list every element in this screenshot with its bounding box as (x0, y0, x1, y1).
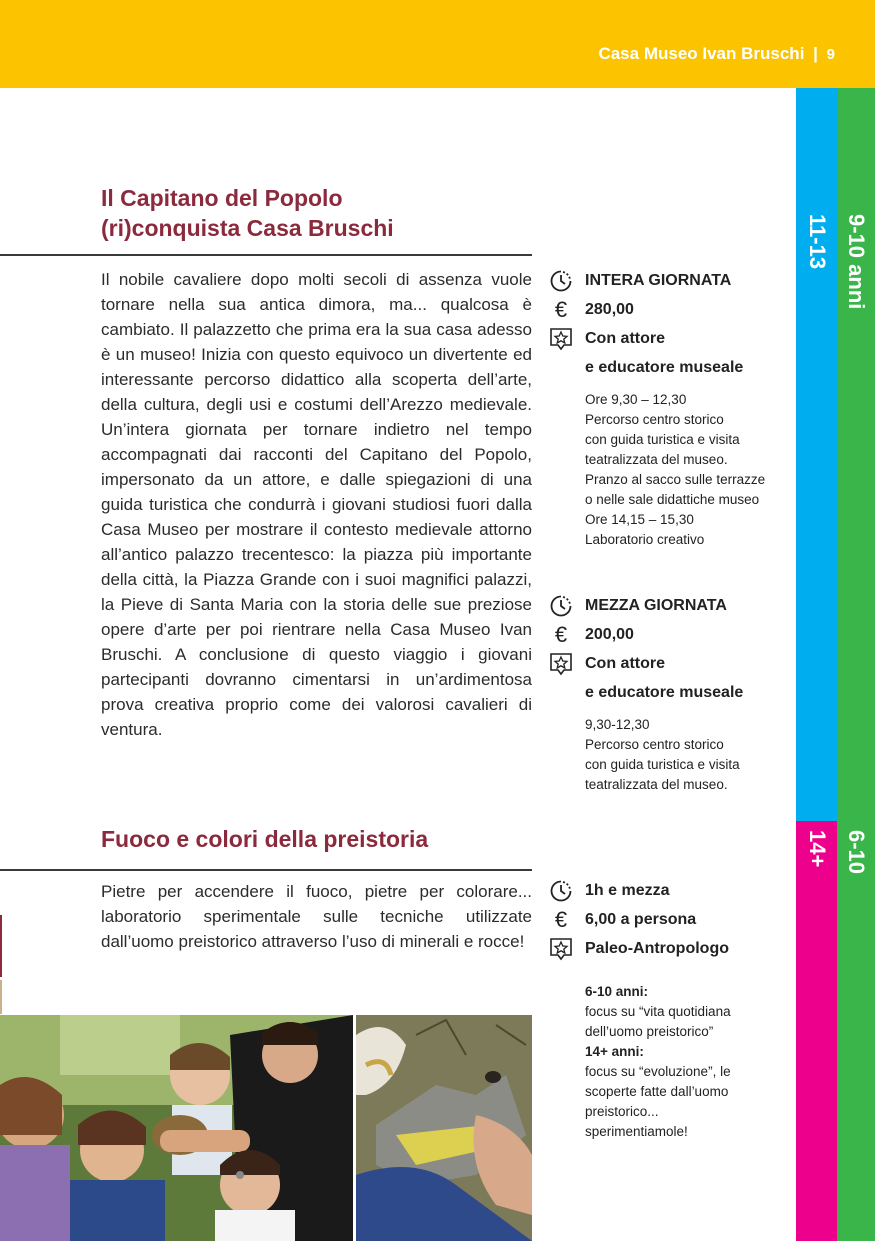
staff-row-continued (548, 678, 788, 707)
detail-line: Laboratorio creativo (585, 532, 705, 547)
staff-text-line1: Con attore (585, 329, 665, 347)
detail-line: Percorso centro storico (585, 737, 724, 752)
detail-line: Ore 9,30 – 12,30 (585, 392, 687, 407)
option1-details (585, 390, 788, 550)
option2-details (585, 715, 788, 795)
age-strip-magenta (796, 821, 837, 1241)
duration-text: MEZZA GIORNATA (585, 596, 727, 614)
detail-line: con guida turistica e visita (585, 432, 740, 447)
staff-text: Paleo-Antropologo (585, 939, 729, 957)
duration-row (548, 266, 788, 295)
detail-line: sperimentiamole! (585, 1124, 688, 1139)
running-head (598, 44, 835, 64)
separator: | (813, 44, 818, 63)
section1-rule (0, 254, 532, 256)
section2-info (548, 876, 788, 1142)
section1-title (101, 183, 394, 243)
clock-icon (548, 593, 574, 619)
detail-line: con guida turistica e visita (585, 757, 740, 772)
running-title: Casa Museo Ivan Bruschi (598, 44, 805, 63)
section1-title-line1: Il Capitano del Popolo (101, 185, 343, 211)
price-row (548, 295, 788, 324)
detail-line: teatralizzata del museo. (585, 452, 728, 467)
section2-rule (0, 869, 532, 871)
page-number: 9 (826, 46, 835, 63)
staff-text-line1: Con attore (585, 654, 665, 672)
photo-children-workshop (0, 1015, 353, 1241)
section2-body: Pietre per accendere il fuoco, pietre per colorare... laboratorio sperimentale sulle tecniche utilizzate dall’uomo preistorico attraverso l’uso di minerali e rocce! (101, 882, 532, 951)
detail-line: o nelle sale didattiche museo (585, 492, 760, 507)
detail-line: 14+ anni: (585, 1044, 644, 1059)
detail-line: teatralizzata del museo. (585, 777, 728, 792)
staff-text-line2: e educatore museale (585, 683, 744, 701)
duration-row (548, 876, 788, 905)
euro-icon: € (554, 296, 568, 322)
staff-text-line2: e educatore museale (585, 358, 744, 376)
header-bar (0, 0, 875, 88)
duration-text: 1h e mezza (585, 881, 670, 899)
euro-icon: € (554, 906, 568, 932)
price-text: 6,00 a persona (585, 910, 697, 928)
section1-option1 (548, 266, 788, 550)
detail-line: scoperte fatte dall’uomo (585, 1084, 729, 1099)
detail-line: Percorso centro storico (585, 412, 724, 427)
age-label-6-10: 6-10 (844, 830, 869, 875)
detail-line: focus su “evoluzione”, le (585, 1064, 731, 1079)
duration-text: INTERA GIORNATA (585, 271, 732, 289)
staff-row-continued (548, 353, 788, 382)
section1-option2 (548, 591, 788, 795)
staff-row (548, 934, 788, 963)
clock-icon (548, 878, 574, 904)
section1-body: Il nobile cavaliere dopo molti secoli di assenza vuole tornare nella sua antica dimora, ma... qualcosa è cambiato. Il palazzetto che prima era la sua casa adesso è un museo! Inizia con questo equivoco un divertente ed interessante percorso didattico alla scoperta dell’arte, della cultura, degli usi e costumi dell’Arezzo medievale. Un’intera giornata per tornare indietro nel tempo accompagnati dai racconti del Capitano del Popolo, impersonato da un attore, e dalle spiegazioni di una guida turistica che condurrà i giovani studiosi fuori dalla Casa Museo per mostrare il contesto medievale attorno all’antico palazzo trecentesco: la piazza più importante della città, la Piazza Grande con i suoi magnifici palazzi, la Pieve di Santa Maria con la storia delle sue preziose opere d’arte per poi rientrare nella Casa Museo Ivan Bruschi. A conclusione di questo viaggio i giovani partecipanti dovranno cimentarsi in un’ardimentosa prova creativa proprio come dei valorosi cavalieri di ventura. (101, 270, 532, 739)
detail-line: dell’uomo preistorico” (585, 1024, 714, 1039)
price-row (548, 905, 788, 934)
section2-details (585, 982, 788, 1142)
age-label-14plus: 14+ (805, 830, 830, 868)
detail-line: preistorico... (585, 1104, 659, 1119)
section2-title: Fuoco e colori della preistoria (101, 826, 429, 852)
age-strip-blue (796, 88, 837, 821)
price-row (548, 620, 788, 649)
detail-line: focus su “vita quotidiana (585, 1004, 731, 1019)
price-text: 280,00 (585, 300, 634, 318)
detail-line: Pranzo al sacco sulle terrazze (585, 472, 766, 487)
detail-line: 6-10 anni: (585, 984, 649, 999)
star-badge-icon (548, 326, 574, 352)
left-accent-mark (0, 915, 2, 977)
clock-icon (548, 268, 574, 294)
age-label-9-10: 9-10 anni (844, 214, 869, 310)
star-badge-icon (548, 936, 574, 962)
detail-line: 9,30-12,30 (585, 717, 650, 732)
staff-row (548, 649, 788, 678)
detail-line: Ore 14,15 – 15,30 (585, 512, 694, 527)
euro-icon: € (554, 621, 568, 647)
duration-row (548, 591, 788, 620)
price-text: 200,00 (585, 625, 634, 643)
star-badge-icon (548, 651, 574, 677)
staff-row (548, 324, 788, 353)
age-label-11-13: 11-13 (805, 214, 830, 270)
photo-stones-ochre (356, 1015, 532, 1241)
section1-title-line2: (ri)conquista Casa Bruschi (101, 215, 394, 241)
left-accent-mark (0, 980, 2, 1014)
